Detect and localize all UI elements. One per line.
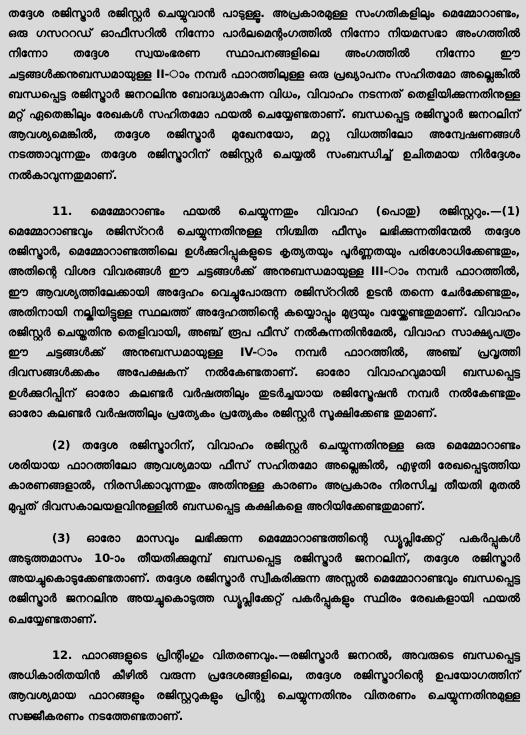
paragraph-continuation: തദ്ദേശ രജിസ്ട്രാർ രജിസ്റ്റർ ചെയ്യുവാൻ പാടുള്ളൂ. അപ്രകാരമുള്ള സംഗതികളിലും മെമ്മോറാണ്ടം, ഒരു ഗസററഡ് ഓഫീസറിൽ നിന്നോ പാർലമെന്റംഗത്തിൽ നിന്നോ നിയമസഭാ അംഗത്തിൽ നിന്നോ തദ്ദേശ സ്വയംഭരണ സ്ഥാപനങ്ങളിലെ അംഗത്തിൽ നിന്നോ ഈ ചട്ടങ്ങൾക്കനുബന്ധമായുള്ള II-ാം നമ്പർ ഫാറത്തിലുള്ള ഒരു പ്രഖ്യാപനം സഹിതമോ അല്ലെങ്കിൽ ബന്ധപ്പെട്ട രജിസ്ട്രാർ ജനറലിനു ബോദ്ധ്യമാകുന്ന വിധം, വിവാഹം നടന്നത് തെളിയിക്കുന്നതിനുള്ള മറ്റ് ഏതെങ്കിലും രേഖകൾ സഹിതമോ ഫയൽ ചെയ്യേണ്ടതാണ്. ബന്ധപ്പെട്ട രജിസ്ട്രാർ ജനറലിന് ആവശ്യമെങ്കിൽ, തദ്ദേശ രജിസ്ട്രാർ മുഖേനയോ, മറ്റു വിധത്തിലോ അന്വേഷണങ്ങൾ നടത്താവുന്നതും തദ്ദേശ രജിസ്ട്രാറിന് രജിസ്റ്റർ ചെയ്യൽ സംബന്ധിച്ച് ഉചിതമായ നിർദ്ദേശം നൽകാവുന്നതുമാണ്. — [8, 6, 520, 182]
paragraph-section-11-3: (3) ഓരോ മാസവും ലഭിക്കുന്ന മെമ്മോറാണ്ടത്തിന്റെ ഡ്യൂപ്ലിക്കേറ്റ് പകർപ്പുകൾ അടുത്തമാസം 10-ാം തീയതിക്കുമുമ്പ് ബന്ധപ്പെട്ട രജിസ്ട്രാർ ജനറലിന്, തദ്ദേശ രജിസ്ട്രാർ അയച്ചുകൊടുക്കേണ്ടതാണ്. തദ്ദേശ രജിസ്ട്രാർ സ്വീകരിക്കുന്ന അസ്സൽ മെമ്മോറാണ്ടവും ബന്ധപ്പെട്ട രജിസ്ട്രാർ ജനറലിനു അയച്ചുകൊടുത്ത ഡ്യൂപ്ലിക്കേറ്റ് പകർപ്പുകളും സ്ഥിരം രേഖകളായി ഫയൽ ചെയ്യേണ്ടതാണ്. — [8, 530, 520, 626]
paragraph-section-11-2: (2) തദ്ദേശ രജിസ്ട്രാറിന്, വിവാഹം രജിസ്റ്റർ ചെയ്യുന്നതിനുള്ള ഒരു മെമ്മോറാണ്ടം ശരിയായ ഫാറത്തിലോ ആവശ്യമായ ഫീസ് സഹിതമോ അല്ലെങ്കിൽ, എഴുതി രേഖപ്പെടുത്തിയ കാരണങ്ങളാൽ, നിരസിക്കാവുന്നതും അതിനുള്ള കാരണം അപ്രകാരം നിരസിച്ച തീയതി മുതൽ മുപ്പത് ദിവസകാലയളവിനുള്ളിൽ ബന്ധപ്പെട്ട കക്ഷികളെ അറിയിക്കേണ്ടതുമാണ്. — [8, 438, 520, 513]
paragraph-section-12: 12. ഫാറങ്ങളുടെ പ്രിന്റിംഗും വിതരണവും.—രജിസ്ട്രാർ ജനറൽ, അവരുടെ ബന്ധപ്പെട്ട അധികാരിതയിൻ കീഴിൽ വരുന്ന പ്രദേശങ്ങളിലെ, തദ്ദേശ രജിസ്ട്രാറിന്റെ ഉപയോഗത്തിന് ആവശ്യമായ ഫാറങ്ങളും രജിസ്റ്ററുകളും പ്രിന്റു ചെയ്യുന്നതിനും വിതരണം ചെയ്യുന്നതിനുമുള്ള സജ്ജീകരണം നടത്തേണ്ടതാണ്. — [8, 647, 520, 723]
paragraph-section-11-1: 11. മെമ്മോറാണ്ടം ഫയൽ ചെയ്യുന്നതും വിവാഹ (പൊതു) രജിസ്റ്ററും.—(1) മെമ്മോറാണ്ടവും രജിസ്ററർ ചെയ്യുന്നതിനുള്ള നിശ്ചിത ഫീസും ലഭിക്കുന്നതിന്മേൽ തദ്ദേശ രജിസ്ട്രാർ, മെമ്മോറാണ്ടത്തിലെ ഉൾക്കുറിപ്പുകളുടെ കൃത്യതയും പൂർണ്ണതയും പരിശോധിക്കേണ്ടതും, അതിന്റെ വിശദ വിവരങ്ങൾ ഈ ചട്ടങ്ങൾക്ക് അനുബന്ധമായുള്ള III-ാം നമ്പർ ഫാറത്തിൽ, ഈ ആവശ്യത്തിലേക്കായി അദ്ദേഹം വെച്ചുപോരുന്ന രജിസ്ററിൽ ഉടൻ തന്നെ ചേർക്കേണ്ടതും, അതിനായി നല്കിയിട്ടുള്ള സ്ഥലത്ത് അദ്ദേഹത്തിന്റെ കയ്യൊപ്പും മുദ്രയും വയ്ക്കേണ്ടതുമാണ്. വിവാഹം രജിസ്റ്റർ ചെയ്തതിനു തെളിവായി, അഞ്ച് രൂപ ഫീസ് നൽകുന്നതിൻമേൽ, വിവാഹ സാക്ഷ്യപത്രം ഈ ചട്ടങ്ങൾക്ക് അനുബന്ധമായുള്ള IV-ാം നമ്പർ ഫാറത്തിൽ, അഞ്ച് പ്രവൃത്തി ദിവസങ്ങൾക്കകം അപേക്ഷകന് നൽകേണ്ടതാണ്. ഓരോ വിവാഹവുമായി ബന്ധപ്പെട്ട ഉൾക്കുറിപ്പിന് ഓരോ കലണ്ടർ വർഷത്തിലും തുടർച്ചയായ രജിസ്ട്രേഷൻ നമ്പർ നൽകേണ്ടതും ഓരോ കലണ്ടർ വർഷത്തിലും പ്രത്യേകം പ്രത്യേകം രജിസ്റ്റർ സൂക്ഷിക്കേണ്ട തുമാണ്. — [8, 203, 520, 420]
